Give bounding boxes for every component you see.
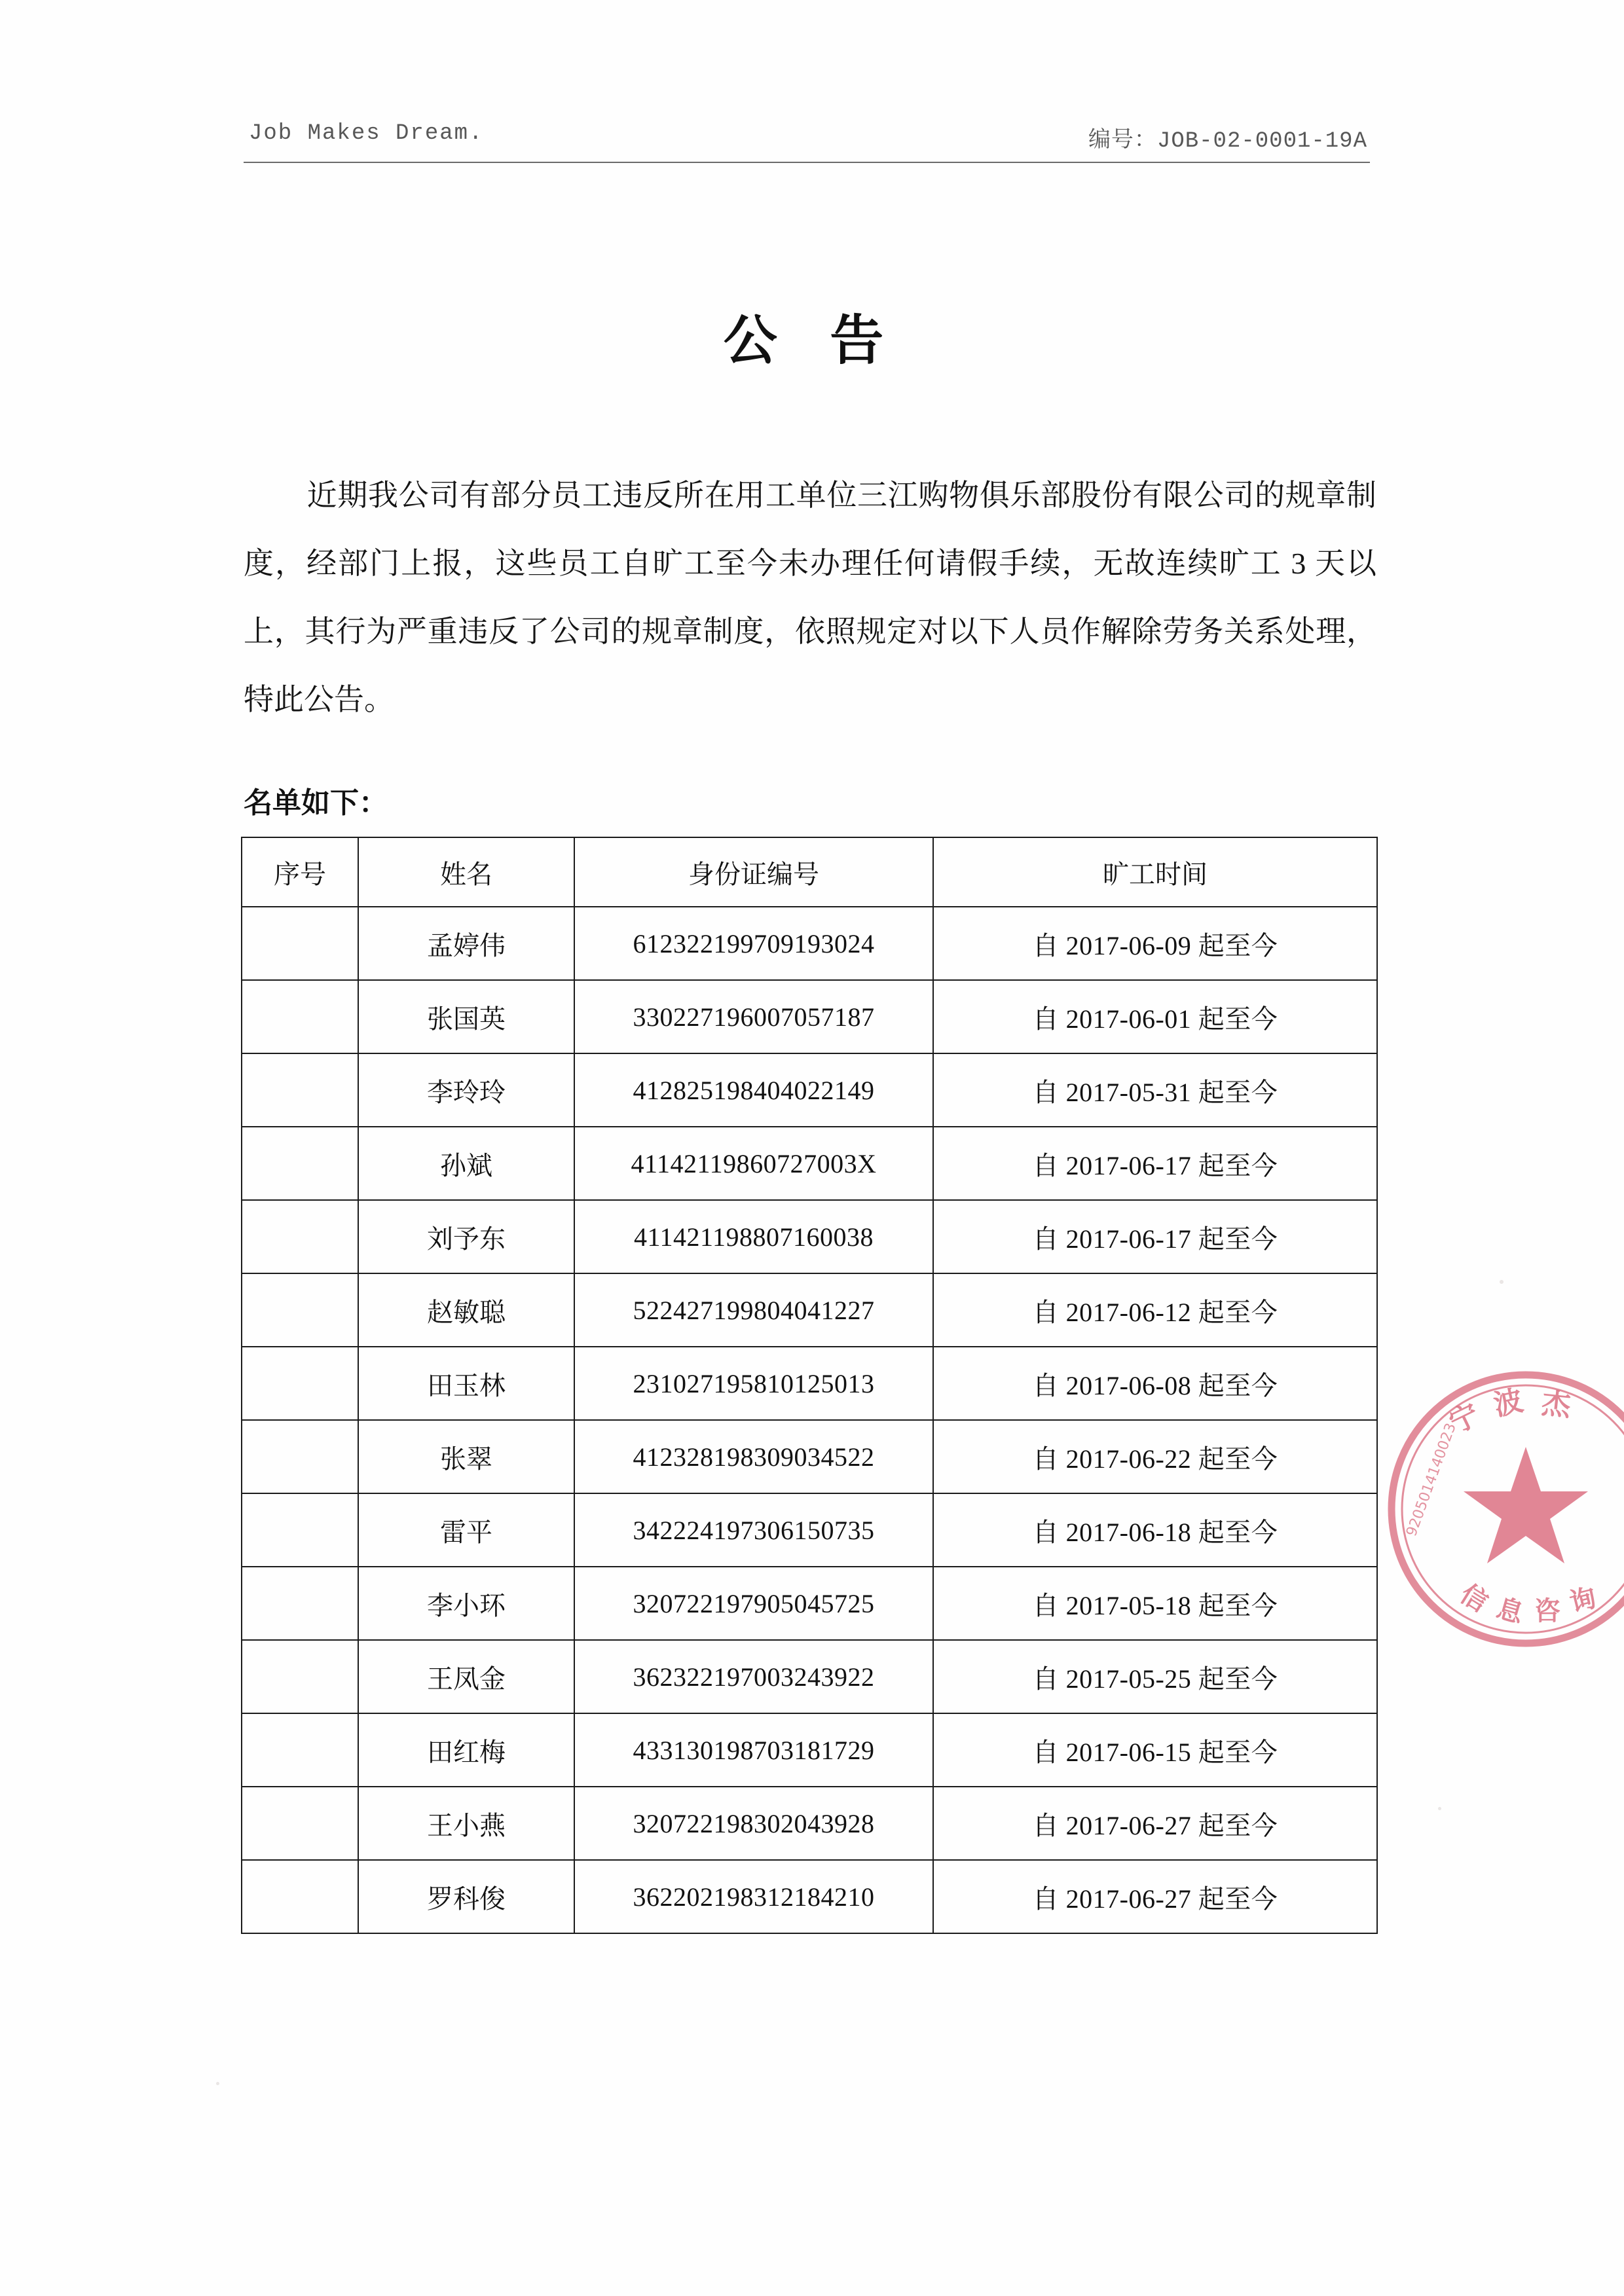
- cell-name: 田红梅: [358, 1713, 574, 1787]
- cell-time: 自 2017-06-27 起至今: [933, 1860, 1377, 1933]
- cell-time: 自 2017-06-12 起至今: [933, 1273, 1377, 1347]
- table-row: [242, 1347, 1377, 1420]
- cell-index: [242, 1640, 358, 1713]
- cell-name: 罗科俊: [358, 1860, 574, 1933]
- table-row: [242, 1127, 1377, 1200]
- document-number-value: JOB-02-0001-19A: [1156, 129, 1367, 154]
- cell-name: 李玲玲: [358, 1053, 574, 1127]
- column-header-index: 序号: [242, 837, 358, 907]
- page-header: [244, 121, 1370, 173]
- cell-name: 刘予东: [358, 1200, 574, 1273]
- cell-id: 320722197905045725: [574, 1567, 933, 1640]
- cell-name: 田玉林: [358, 1347, 574, 1420]
- svg-text:宁: 宁: [1444, 1397, 1485, 1440]
- cell-index: [242, 1713, 358, 1787]
- cell-time: 自 2017-05-18 起至今: [933, 1567, 1377, 1640]
- cell-time: 自 2017-06-08 起至今: [933, 1347, 1377, 1420]
- cell-name: 王小燕: [358, 1787, 574, 1860]
- cell-time: 自 2017-06-27 起至今: [933, 1787, 1377, 1860]
- cell-index: [242, 1127, 358, 1200]
- cell-index: [242, 1347, 358, 1420]
- page-title: 公 告: [723, 309, 901, 372]
- column-header-name: 姓名: [358, 837, 574, 907]
- svg-text:信: 信: [1454, 1578, 1494, 1618]
- cell-id: 522427199804041227: [574, 1273, 933, 1347]
- scan-speck: [216, 2082, 219, 2085]
- table-row: [242, 1640, 1377, 1713]
- cell-id: 362322197003243922: [574, 1640, 933, 1713]
- svg-text:息: 息: [1493, 1592, 1527, 1630]
- cell-index: [242, 1053, 358, 1127]
- svg-text:杰: 杰: [1540, 1387, 1572, 1423]
- svg-text:询: 询: [1566, 1582, 1600, 1618]
- employee-table: [241, 837, 1378, 1934]
- svg-text:波: 波: [1490, 1383, 1526, 1423]
- cell-index: [242, 1567, 358, 1640]
- cell-name: 雷平: [358, 1493, 574, 1567]
- cell-time: 自 2017-06-17 起至今: [933, 1127, 1377, 1200]
- cell-index: [242, 1860, 358, 1933]
- table-row: [242, 1420, 1377, 1493]
- scan-speck: [1500, 1280, 1504, 1284]
- table-row: [242, 1053, 1377, 1127]
- cell-index: [242, 907, 358, 980]
- cell-time: 自 2017-05-25 起至今: [933, 1640, 1377, 1713]
- document-number: [1088, 121, 1367, 154]
- company-seal-icon: [1385, 1368, 1624, 1650]
- cell-index: [242, 1493, 358, 1567]
- cell-id: 320722198302043928: [574, 1787, 933, 1860]
- table-row: [242, 980, 1377, 1053]
- cell-id: 41142119860727003X: [574, 1127, 933, 1200]
- table-row: [242, 1200, 1377, 1273]
- cell-id: 342224197306150735: [574, 1493, 933, 1567]
- cell-name: 孙斌: [358, 1127, 574, 1200]
- cell-index: [242, 1200, 358, 1273]
- table-row: [242, 1860, 1377, 1933]
- scan-speck: [1438, 1807, 1441, 1810]
- table-row: [242, 1273, 1377, 1347]
- table-row: [242, 1567, 1377, 1640]
- table-body: [242, 907, 1377, 1933]
- column-header-time: 旷工时间: [933, 837, 1377, 907]
- svg-text:9205014140023: 9205014140023: [1403, 1421, 1460, 1539]
- cell-id: 231027195810125013: [574, 1347, 933, 1420]
- table-row: [242, 1787, 1377, 1860]
- employee-table-wrapper: [241, 837, 1376, 1934]
- column-header-id: 身份证编号: [574, 837, 933, 907]
- cell-name: 李小环: [358, 1567, 574, 1640]
- table-row: [242, 907, 1377, 980]
- table-row: [242, 1713, 1377, 1787]
- cell-name: 赵敏聪: [358, 1273, 574, 1347]
- cell-name: 孟婷伟: [358, 907, 574, 980]
- cell-id: 412328198309034522: [574, 1420, 933, 1493]
- cell-id: 612322199709193024: [574, 907, 933, 980]
- cell-time: 自 2017-06-18 起至今: [933, 1493, 1377, 1567]
- cell-time: 自 2017-06-22 起至今: [933, 1420, 1377, 1493]
- cell-time: 自 2017-06-15 起至今: [933, 1713, 1377, 1787]
- table-header-row: [242, 837, 1377, 907]
- header-divider: [244, 162, 1370, 163]
- cell-id: 412825198404022149: [574, 1053, 933, 1127]
- paragraph-text: 近期我公司有部分员工违反所在用工单位三江购物俱乐部股份有限公司的规章制度，经部门上报，这些员工自旷工至今未办理任何请假手续，无故连续旷工 3 天以上，其行为严重违反了公司的规章制度，依照规定对以下人员作解除劳务关系处理，特此公告。: [244, 479, 1376, 716]
- cell-id: 433130198703181729: [574, 1713, 933, 1787]
- table-row: [242, 1493, 1377, 1567]
- cell-name: 王凤金: [358, 1640, 574, 1713]
- cell-id: 330227196007057187: [574, 980, 933, 1053]
- company-slogan: Job Makes Dream.: [249, 121, 484, 146]
- cell-time: 自 2017-06-01 起至今: [933, 980, 1377, 1053]
- cell-name: 张翠: [358, 1420, 574, 1493]
- cell-time: 自 2017-06-17 起至今: [933, 1200, 1377, 1273]
- cell-name: 张国英: [358, 980, 574, 1053]
- cell-time: 自 2017-06-09 起至今: [933, 907, 1377, 980]
- cell-index: [242, 980, 358, 1053]
- cell-id: 362202198312184210: [574, 1860, 933, 1933]
- cell-index: [242, 1787, 358, 1860]
- cell-index: [242, 1420, 358, 1493]
- cell-index: [242, 1273, 358, 1347]
- announcement-paragraph: [244, 462, 1376, 734]
- cell-time: 自 2017-05-31 起至今: [933, 1053, 1377, 1127]
- document-number-label: 编号：: [1088, 129, 1157, 154]
- svg-text:咨: 咨: [1534, 1595, 1560, 1626]
- cell-id: 411421198807160038: [574, 1200, 933, 1273]
- list-label: 名单如下：: [244, 787, 388, 819]
